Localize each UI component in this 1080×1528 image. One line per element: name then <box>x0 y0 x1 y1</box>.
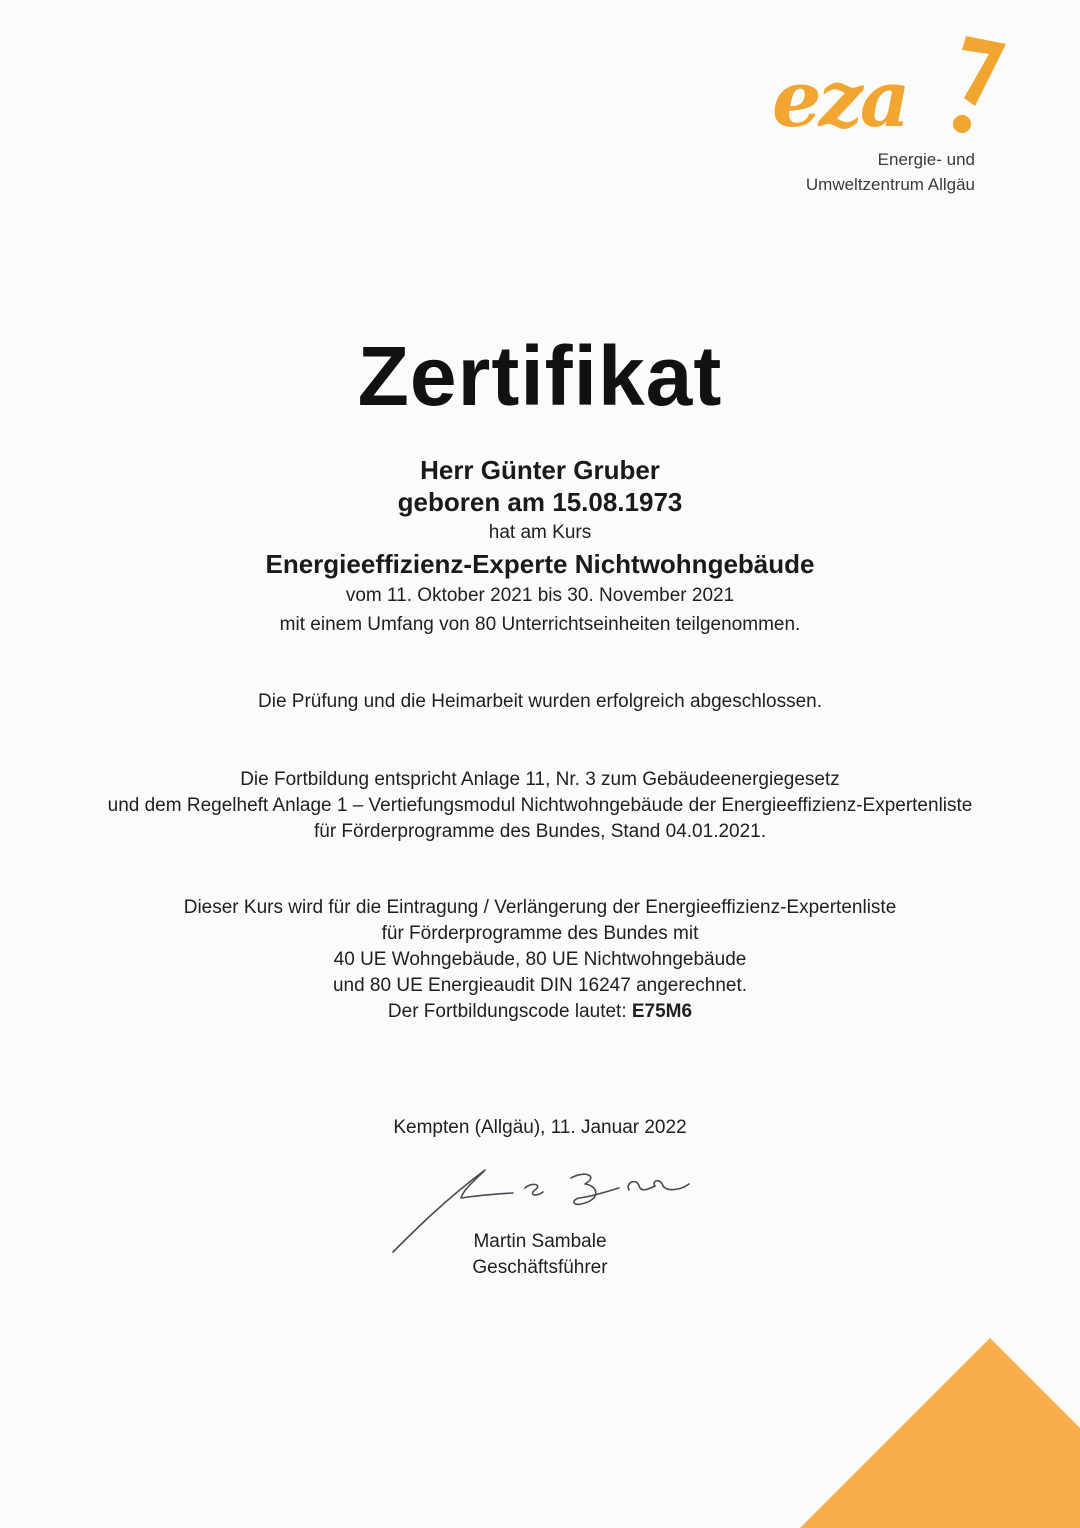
signer-name: Martin Sambale <box>473 1231 607 1252</box>
credit-line-1: Dieser Kurs wird für die Eintragung / Verlängerung der Energieeffizienz-Expertenliste <box>183 897 897 918</box>
course-name: Energieeffizienz-Experte Nichtwohngebäude <box>265 549 815 579</box>
birth-date: geboren am 15.08.1973 <box>397 487 683 517</box>
credit-line-3: 40 UE Wohngebäude, 80 UE Nichtwohngebäude <box>333 949 747 970</box>
certificate-title: Zertifikat <box>357 329 723 423</box>
eza-logo <box>770 28 1020 138</box>
credit-line-4: und 80 UE Energieaudit DIN 16247 angerechnet. <box>332 975 748 996</box>
orange-corner-triangle <box>800 1338 1080 1528</box>
org-tagline-line2: Umweltzentrum Allgäu <box>805 175 975 194</box>
signer-title: Geschäftsführer <box>472 1257 608 1278</box>
svg-text:eza: eza <box>772 54 908 138</box>
training-code-label: Der Fortbildungscode lautet: <box>387 1001 632 1022</box>
course-scope: mit einem Umfang von 80 Unterrichtseinheiten teilgenommen. <box>279 614 801 635</box>
eza-logo-icon <box>770 28 1020 138</box>
credit-line-2: für Förderprogramme des Bundes mit <box>381 923 699 944</box>
course-period: vom 11. Oktober 2021 bis 30. November 2021 <box>345 585 735 606</box>
training-code-value: E75M6 <box>631 1001 693 1022</box>
place-date: Kempten (Allgäu), 11. Januar 2022 <box>393 1117 687 1138</box>
compliance-line-1: Die Fortbildung entspricht Anlage 11, Nr. 3 zum Gebäudeenergiegesetz <box>240 769 840 790</box>
training-code-line <box>0 1001 1080 1023</box>
attended-text: hat am Kurs <box>488 522 592 543</box>
org-tagline-line1: Energie- und <box>877 150 975 169</box>
compliance-line-3: für Förderprogramme des Bundes, Stand 04.01.2021. <box>313 821 767 842</box>
exam-result: Die Prüfung und die Heimarbeit wurden erfolgreich abgeschlossen. <box>258 691 822 712</box>
compliance-line-2: und dem Regelheft Anlage 1 – Vertiefungsmodul Nichtwohngebäude der Energieeffizienz-Expertenliste <box>107 795 973 816</box>
corner-triangle-icon <box>800 1338 1080 1528</box>
recipient-name: Herr Günter Gruber <box>420 455 660 485</box>
